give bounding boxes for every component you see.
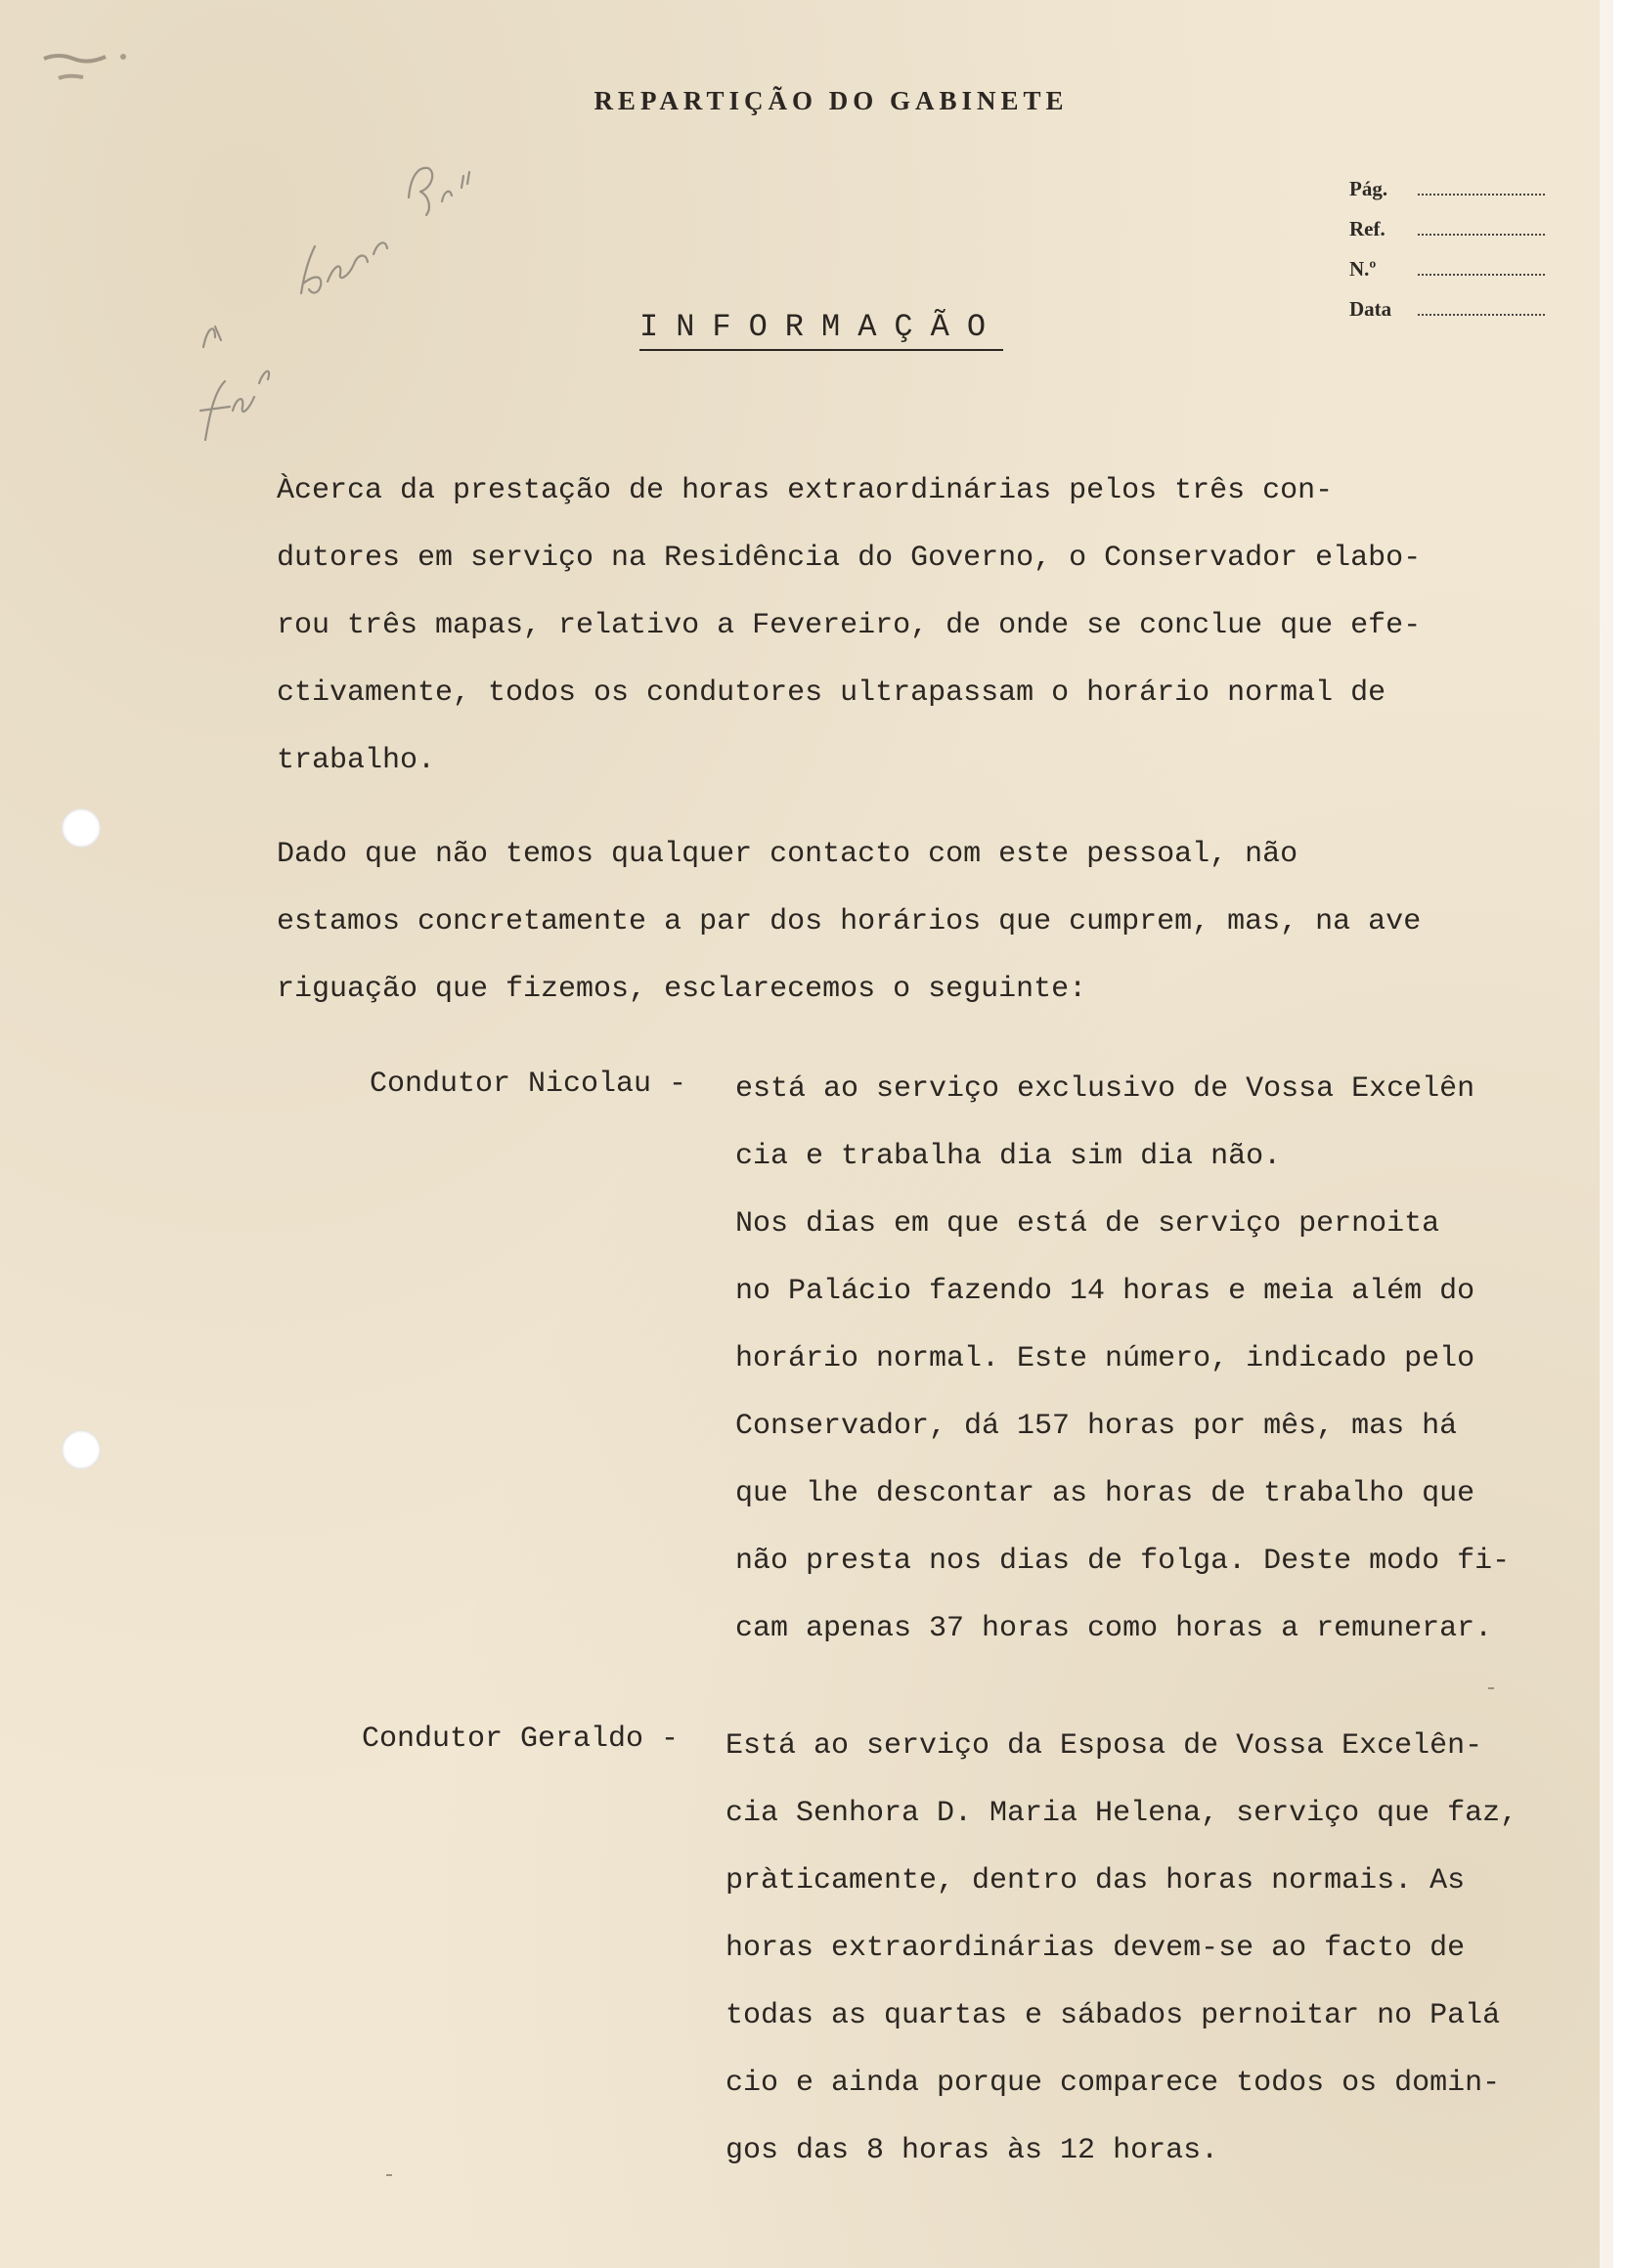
meta-label: Pág. <box>1349 177 1388 200</box>
meta-row-ref <box>1349 216 1545 256</box>
punch-hole-bottom <box>62 1430 101 1469</box>
meta-row-page <box>1349 176 1545 216</box>
meta-row-date <box>1349 296 1545 336</box>
document-title-text: INFORMAÇÃO <box>639 309 1003 351</box>
meta-row-number <box>1349 256 1545 296</box>
pencil-annotation <box>186 117 499 450</box>
ink-speck <box>1488 1687 1494 1689</box>
meta-label: Ref. <box>1349 217 1385 240</box>
entry-label-geraldo: Condutor Geraldo - <box>362 1723 697 1756</box>
paragraph-intro: Àcerca da prestação de horas extraordinárias pelos três con- dutores em serviço na Residência do Governo, o Conservador elabo- rou três mapas, relativo a Fevereiro, de onde se conclue que efe- ctivamente, todos os condutores ultrapassam o horário normal de trabalho. <box>277 474 1422 777</box>
entry-text-nicolau: está ao serviço exclusivo de Vossa Excelên cia e trabalha dia sim dia não. Nos dias em que está de serviço pernoita no Palácio fazendo 14 horas e meia além do horário normal. Este número, indicado pelo Conservador, dá 157 horas por mês, mas há que lhe descontar as horas de trabalho que não presta nos dias de folga. Deste modo fi- cam apenas 37 horas como horas a remunerar. <box>735 1072 1511 1645</box>
department-header: REPARTIÇÃO DO GABINETE <box>594 86 1069 115</box>
paragraph-context: Dado que não temos qualquer contacto com este pessoal, não estamos concretamente a par dos horários que cumprem, mas, na ave riguação que fizemos, esclarecemos o seguinte: <box>277 838 1422 1006</box>
meta-blank-line <box>1418 176 1545 196</box>
document-title <box>548 309 1095 345</box>
meta-blank-line <box>1418 296 1545 316</box>
punch-hole-top <box>62 808 101 848</box>
entry-text-geraldo: Está ao serviço da Esposa de Vossa Excelên- cia Senhora D. Maria Helena, serviço que faz, pràticamente, dentro das horas normais. As horas extraordinárias devem-se ao facto de todas as quartas e sábados pernoitar no Palá cio e ainda porque comparece todos os domin- gos das 8 horas às 12 horas. <box>726 1729 1518 2167</box>
ink-speck <box>386 2174 392 2176</box>
meta-blank-line <box>1418 216 1545 236</box>
entry-label-nicolau: Condutor Nicolau - <box>370 1068 705 1101</box>
reference-fields <box>1349 176 1545 336</box>
meta-label: Data <box>1349 297 1392 321</box>
page-edge <box>1600 0 1613 2268</box>
corner-stamp-mark <box>39 47 137 86</box>
meta-blank-line <box>1418 256 1545 276</box>
meta-label: N.º <box>1349 257 1377 281</box>
